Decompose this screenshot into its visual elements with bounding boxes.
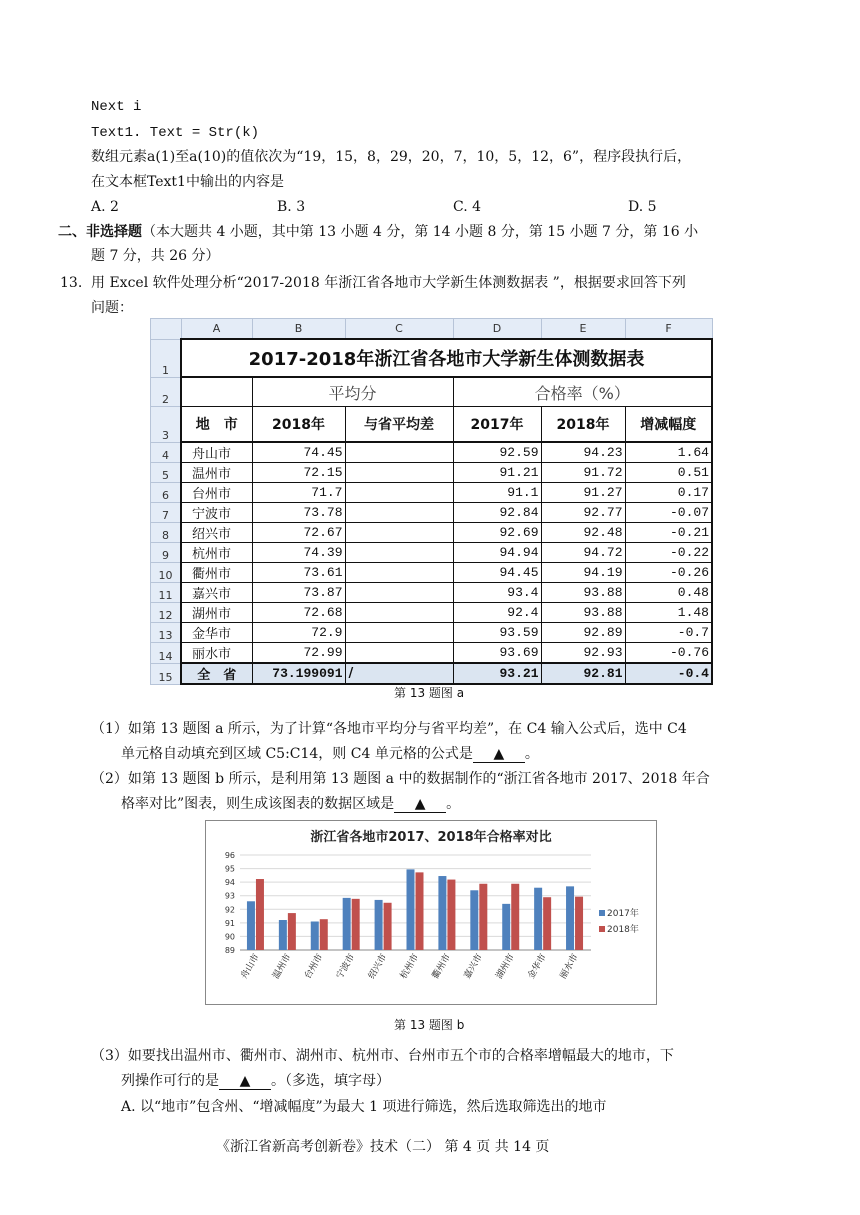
cell-avg: 74.39 xyxy=(252,543,345,563)
cell-city: 衢州市 xyxy=(181,563,252,583)
cell-pass-2018: 92.77 xyxy=(541,503,625,523)
cell-pass-2018: 92.48 xyxy=(541,523,625,543)
q13-2-line2 xyxy=(121,794,460,814)
col-diff: 与省平均差 xyxy=(345,407,453,443)
col-header-f: F xyxy=(625,319,712,340)
bar-2018年-台州市 xyxy=(320,919,328,950)
y-tick-label: 94 xyxy=(224,878,235,888)
cell-pass-2018: 94.72 xyxy=(541,543,625,563)
y-tick-label: 90 xyxy=(224,932,235,942)
x-tick-label: 舟山市 xyxy=(239,952,262,981)
y-tick-label: 89 xyxy=(224,946,235,955)
cell-city: 湖州市 xyxy=(181,603,252,623)
cell-pass-2018: 91.72 xyxy=(541,463,625,483)
cell-pass-2017: 93.59 xyxy=(453,623,541,643)
cell-change: 0.48 xyxy=(625,583,712,603)
bar-2017年-丽水市 xyxy=(566,886,574,950)
q13-2-end: 。 xyxy=(446,796,461,812)
q13-1-line1: （1）如第 13 题图 a 所示，为了计算“各地市平均分与省平均差”，在 C4 输入公式后，选中 C4 xyxy=(91,721,687,737)
excel-corner xyxy=(151,319,182,340)
total-pass-2018: 92.81 xyxy=(541,663,625,684)
cell-change: -0.07 xyxy=(625,503,712,523)
cell-avg: 72.9 xyxy=(252,623,345,643)
bar-2017年-衢州市 xyxy=(438,876,446,950)
col-header-c: C xyxy=(345,319,453,340)
cell-pass-2018: 92.89 xyxy=(541,623,625,643)
q12-option-b: B. 3 xyxy=(277,199,306,215)
row-number: 10 xyxy=(151,563,182,583)
col-header-a: A xyxy=(181,319,252,340)
q13-3-option-a: A. 以“地市”包含州、“增减幅度”为最大 1 项进行筛选，然后选取筛选出的地市 xyxy=(121,1099,607,1115)
cell-city: 嘉兴市 xyxy=(181,583,252,603)
cell-avg: 74.45 xyxy=(252,442,345,463)
bar-2018年-丽水市 xyxy=(575,897,583,950)
col-pass-2018: 2018年 xyxy=(541,407,625,443)
cell-avg: 72.67 xyxy=(252,523,345,543)
row-number: 5 xyxy=(151,463,182,483)
table-row xyxy=(151,603,713,623)
table-row xyxy=(151,543,713,563)
cell-pass-2017: 93.69 xyxy=(453,643,541,664)
bar-2017年-嘉兴市 xyxy=(470,890,478,950)
row-number: 3 xyxy=(151,407,182,443)
cell-diff xyxy=(345,523,453,543)
bar-2017年-台州市 xyxy=(311,922,319,951)
code-line-text1: Text1. Text = Str(k) xyxy=(91,125,260,141)
cell-city: 温州市 xyxy=(181,463,252,483)
table-row xyxy=(151,523,713,543)
q12-option-c: C. 4 xyxy=(453,199,482,215)
q13-3-end: 。（多选，填字母） xyxy=(271,1073,390,1089)
cell-diff xyxy=(345,543,453,563)
bar-2018年-衢州市 xyxy=(447,880,455,950)
col-city: 地 市 xyxy=(181,407,252,443)
code-line-next: Next i xyxy=(91,99,142,115)
q13-3-line1: （3）如要找出温州市、衢州市、湖州市、杭州市、台州市五个市的合格率增幅最大的地市，下 xyxy=(91,1048,674,1064)
chart-title: 浙江省各地市2017、2018年合格率对比 xyxy=(310,830,552,845)
cell-pass-2018: 93.88 xyxy=(541,603,625,623)
bar-2017年-舟山市 xyxy=(247,901,255,950)
cell-city: 丽水市 xyxy=(181,643,252,664)
cell-diff xyxy=(345,442,453,463)
col-header-b: B xyxy=(252,319,345,340)
total-change: -0.4 xyxy=(625,663,712,684)
cell-pass-2017: 92.59 xyxy=(453,442,541,463)
x-tick-label: 杭州市 xyxy=(398,952,422,981)
bar-2018年-杭州市 xyxy=(416,872,424,950)
row-number: 12 xyxy=(151,603,182,623)
y-tick-label: 91 xyxy=(224,918,235,928)
bar-2017年-金华市 xyxy=(534,888,542,950)
cell-pass-2017: 93.4 xyxy=(453,583,541,603)
table-row xyxy=(151,563,713,583)
answer-blank-2[interactable]: ▲ xyxy=(394,796,446,813)
cell-change: 0.51 xyxy=(625,463,712,483)
cell-change: -0.21 xyxy=(625,523,712,543)
bar-2017年-温州市 xyxy=(279,920,287,950)
table-row xyxy=(151,442,713,463)
row-number: 9 xyxy=(151,543,182,563)
q12-text-line2: 在文本框Text1中输出的内容是 xyxy=(91,174,284,190)
x-tick-label: 嘉兴市 xyxy=(462,952,485,981)
cell-diff xyxy=(345,483,453,503)
table-row xyxy=(151,623,713,643)
group-header-average: 平均分 xyxy=(252,377,453,407)
excel-table xyxy=(150,318,713,685)
pass-rate-chart xyxy=(205,820,657,1005)
group-header-pass-rate: 合格率（%） xyxy=(453,377,712,407)
x-tick-label: 湖州市 xyxy=(494,952,517,981)
total-city: 全 省 xyxy=(181,663,252,684)
cell-pass-2017: 94.94 xyxy=(453,543,541,563)
cell-pass-2018: 92.93 xyxy=(541,643,625,664)
row-number: 2 xyxy=(151,377,182,407)
bar-2018年-嘉兴市 xyxy=(479,884,487,950)
col-change: 增减幅度 xyxy=(625,407,712,443)
bar-2018年-湖州市 xyxy=(511,884,519,950)
cell-avg: 72.68 xyxy=(252,603,345,623)
y-tick-label: 93 xyxy=(224,891,235,901)
cell-pass-2018: 94.23 xyxy=(541,442,625,463)
section2-desc-line2: 题 7 分，共 26 分） xyxy=(91,248,220,264)
row-number: 6 xyxy=(151,483,182,503)
total-avg: 73.199091 xyxy=(252,663,345,684)
section2-heading xyxy=(58,222,698,242)
y-tick-label: 96 xyxy=(224,851,235,860)
cell-change: -0.7 xyxy=(625,623,712,643)
cell-diff xyxy=(345,583,453,603)
bar-2018年-金华市 xyxy=(543,897,551,950)
page-footer: 《浙江省新高考创新卷》技术（二） 第 4 页 共 14 页 xyxy=(216,1139,550,1155)
x-tick-label: 丽水市 xyxy=(558,952,581,981)
cell-a2 xyxy=(181,377,252,407)
x-tick-label: 台州市 xyxy=(303,952,326,981)
cell-city: 舟山市 xyxy=(181,442,252,463)
row-number: 8 xyxy=(151,523,182,543)
cell-diff xyxy=(345,643,453,664)
x-tick-label: 金华市 xyxy=(526,952,549,981)
table-row xyxy=(151,463,713,483)
x-tick-label: 宁波市 xyxy=(335,952,358,981)
col-header-d: D xyxy=(453,319,541,340)
total-pass-2017: 93.21 xyxy=(453,663,541,684)
col-header-e: E xyxy=(541,319,625,340)
cell-pass-2017: 91.21 xyxy=(453,463,541,483)
q13-1-end: 。 xyxy=(524,746,539,762)
cell-diff xyxy=(345,603,453,623)
cell-city: 绍兴市 xyxy=(181,523,252,543)
y-tick-label: 95 xyxy=(224,864,235,874)
bar-2018年-舟山市 xyxy=(256,879,264,950)
cell-pass-2017: 91.1 xyxy=(453,483,541,503)
cell-avg: 72.99 xyxy=(252,643,345,664)
x-tick-label: 绍兴市 xyxy=(367,952,390,981)
bar-2017年-绍兴市 xyxy=(375,900,383,950)
table-row xyxy=(151,483,713,503)
q13-1-text: 单元格自动填充到区域 C5:C14，则 C4 单元格的公式是 xyxy=(121,746,473,762)
cell-avg: 72.15 xyxy=(252,463,345,483)
cell-diff xyxy=(345,563,453,583)
answer-blank-3[interactable]: ▲ xyxy=(219,1073,271,1090)
row-number: 11 xyxy=(151,583,182,603)
cell-pass-2017: 94.45 xyxy=(453,563,541,583)
caption-figure-b: 第 13 题图 b xyxy=(394,1018,465,1032)
q12-option-a: A. 2 xyxy=(91,199,119,215)
cell-city: 金华市 xyxy=(181,623,252,643)
cell-city: 杭州市 xyxy=(181,543,252,563)
q13-3-text: 列操作可行的是 xyxy=(121,1073,219,1089)
q13-number: 13. xyxy=(60,275,83,291)
cell-diff xyxy=(345,503,453,523)
bar-2018年-绍兴市 xyxy=(384,903,392,950)
table-row xyxy=(151,503,713,523)
x-tick-label: 温州市 xyxy=(271,952,294,981)
cell-change: 1.64 xyxy=(625,442,712,463)
total-diff: / xyxy=(345,663,453,684)
cell-avg: 73.87 xyxy=(252,583,345,603)
q13-2-line1: （2）如第 13 题图 b 所示，是利用第 13 题图 a 中的数据制作的“浙江省各地市 2017、2018 年合 xyxy=(91,771,710,787)
y-tick-label: 92 xyxy=(224,905,235,915)
cell-change: -0.22 xyxy=(625,543,712,563)
cell-change: -0.76 xyxy=(625,643,712,664)
x-tick-label: 衢州市 xyxy=(430,952,454,981)
q13-intro-line2: 问题： xyxy=(91,300,133,316)
section2-desc: （本大题共 4 小题，其中第 13 小题 4 分，第 14 小题 8 分，第 15 小题 7 分，第 16 小 xyxy=(142,224,699,240)
cell-pass-2017: 92.4 xyxy=(453,603,541,623)
cell-avg: 73.78 xyxy=(252,503,345,523)
answer-blank-1[interactable]: ▲ xyxy=(473,746,525,763)
row-number: 7 xyxy=(151,503,182,523)
cell-change: 1.48 xyxy=(625,603,712,623)
row-number: 1 xyxy=(151,339,182,377)
q13-intro-line1: 用 Excel 软件处理分析“2017-2018 年浙江省各地市大学新生体测数据表 ”，根据要求回答下列 xyxy=(91,275,686,291)
legend-swatch xyxy=(599,926,605,932)
cell-pass-2018: 94.19 xyxy=(541,563,625,583)
table-row xyxy=(151,643,713,664)
cell-diff xyxy=(345,463,453,483)
row-number: 4 xyxy=(151,442,182,463)
q13-1-line2 xyxy=(121,744,539,764)
row-number: 13 xyxy=(151,623,182,643)
cell-avg: 73.61 xyxy=(252,563,345,583)
cell-city: 台州市 xyxy=(181,483,252,503)
cell-change: 0.17 xyxy=(625,483,712,503)
excel-table-figure xyxy=(150,318,713,685)
cell-change: -0.26 xyxy=(625,563,712,583)
bar-2018年-宁波市 xyxy=(352,899,360,950)
cell-pass-2017: 92.69 xyxy=(453,523,541,543)
chart-svg xyxy=(206,821,656,1004)
legend-label: 2017年 xyxy=(607,909,639,919)
q12-text-line1: 数组元素a(1)至a(10)的值依次为“19，15，8，29，20，7，10，5，12，6”，程序段执行后， xyxy=(91,149,692,165)
legend-swatch xyxy=(599,910,605,916)
col-pass-2017: 2017年 xyxy=(453,407,541,443)
bar-2017年-宁波市 xyxy=(343,898,351,950)
table-row xyxy=(151,583,713,603)
q13-2-text: 格率对比”图表，则生成该图表的数据区域是 xyxy=(121,796,395,812)
bar-2017年-杭州市 xyxy=(407,869,415,950)
table-title: 2017-2018年浙江省各地市大学新生体测数据表 xyxy=(181,339,712,377)
q12-option-d: D. 5 xyxy=(628,199,657,215)
bar-2017年-湖州市 xyxy=(502,904,510,950)
cell-avg: 71.7 xyxy=(252,483,345,503)
cell-diff xyxy=(345,623,453,643)
cell-pass-2018: 93.88 xyxy=(541,583,625,603)
q13-3-line2 xyxy=(121,1071,390,1091)
section2-title: 二、非选择题 xyxy=(58,224,142,240)
row-number: 15 xyxy=(151,663,182,684)
caption-figure-a: 第 13 题图 a xyxy=(394,686,465,700)
bar-2018年-温州市 xyxy=(288,913,296,950)
cell-city: 宁波市 xyxy=(181,503,252,523)
cell-pass-2018: 91.27 xyxy=(541,483,625,503)
cell-pass-2017: 92.84 xyxy=(453,503,541,523)
legend-label: 2018年 xyxy=(607,925,639,935)
col-avg-2018: 2018年 xyxy=(252,407,345,443)
row-number: 14 xyxy=(151,643,182,664)
